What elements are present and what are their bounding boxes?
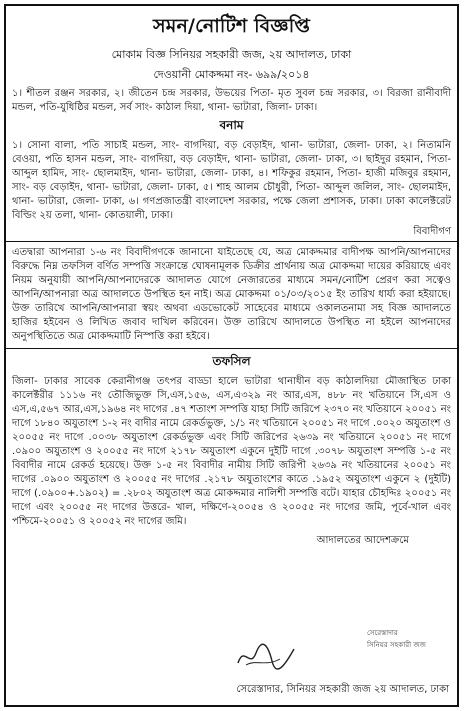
- notice-box: [4, 4, 459, 707]
- schedule-title: তফসিল: [212, 354, 251, 368]
- signature-line: সেরেস্তাদার, সিনিয়র সহকারী জজ ২য় আদালত, ঢাকা: [236, 684, 449, 695]
- versus-heading: বনাম: [219, 118, 244, 132]
- notice-title: সমন/নোটিশ বিজ্ঞপ্তি: [152, 15, 311, 37]
- divider: [6, 241, 457, 242]
- case-number: দেওয়ানী মোকদ্দমা নং- ৬৯৯/২০১৪: [153, 68, 310, 81]
- notice-body: এতদ্বারা আপনারা ১-৬ নং বিবাদীগণকে জানানো যাইতেছে যে, অত্র মোকদ্দমার বাদীপক্ষ আপনি/আপনাদের বিরুদ্ধে নিম্ন তফসিল বর্ণিত সম্পত্তি সংক্রান্তে ঘোষনামূলক ডিক্রীর প্রার্থনায় অত্র মোকদ্দমা দায়ের করিয়াছে এবং নিয়ম অনুযায়ী আপনি/আপনাদেরকে আদালত যোগে নেজারতের মাধ্যমে সমন/নোটিশ প্রেরণ করা সত্বেও আপনি/আপনারা অত্র আদালতে উপস্থিত হন নাই। অত্র মোকদ্দমা ০১/০৩/২০১৫ ইং তারিখ ধার্য্য করা হইয়াছে। উক্ত তারিখে আপনি/আপনারা স্বয়ং অথবা এডভোকেট সাহেবের মাধ্যমে ওকালতনামা সহ বিজ্ঞ আদালতে হাজির হইবেন ও লিখিত জবাব দাখিল করিবেন। উক্ত তারিখে আদালতে উপস্থিত না হইলে আপনাদের অনুপস্থিতিতে অত্র মোকদ্দমাটি নিস্পত্তি করা হইবে।: [12, 247, 451, 342]
- defendants-text: ১। সোনা বালা, পতি সাচাই মন্ডল, সাং- বাগদিয়া, বড় বেড়াইদ, থানা- ভাটারা, জেলা- ঢাকা, ২। নিতামনি বেওয়া, পতি হাসন মন্ডল, সাং- বাগদিয়া, বড় বেড়াইদ, থানা- ভাটারা, জেলা- ঢাকা, ৩। ছাইদুর রহমান, পিতা- আব্দুল হামিদ, সাং- ছোলমাইদ, থানা- ভাটারা, জেলা- ঢাকা, ৪। শফিকুর রহমান, পিতা- হাজী মজিবুর রহমান, সাং- বড় বেড়াইদ, থানা- ভাটারা, জেলা- ঢাকা, ৫। শাহ আলম চৌধুরী, পিতা- আব্দুল জলিল, সাং- ছোলমাইদ, থানা- ভাটারা, জেলা- ঢাকা, ৬। গণপ্রজাতন্ত্রী বাংলাদেশ সরকার, পক্ষে জেলা প্রশাসক, ঢাকা। ঢাকা কালেক্টরেট বিল্ডিং ২য় তলা, থানা- কোতয়ালী, ঢাকা।: [12, 140, 451, 221]
- schedule-text: জিলা- ঢাকার সাবেক কেরানীগঞ্জ তৎপর বাড্ডা হালে ভাটারা থানাধীন বড় কাঠালদিয়া মৌজাস্থিত ঢাকা কালেক্টরীর ১১১৬ নং তৌজিভুক্ত সি,এস,১৫৬, এস,এ৩২৯ নং আর,এস, ৪৮৮ নং খতিয়ানে সি,এস ও এস,এ,৫৬৭ আর,এস,১৯৬৪ নং দাগের .৪৭ শতাংশ সম্পত্তি যাহা সিটি জরিপে ২৩৭০ নং খতিয়ানে ২০০৫১ নং দাগে ১৮৪০ অযুতাংশ ১-২ নং বাদীর নামে রেকর্ডভুক্ত, ১/১ নং খতিয়ানে ২০০৫১ নং দাগে .০০২০ অযুতাংশ ও ২০০৫৫ নং দাগে .০০৩৮ অযুতাংশ রেকর্ডভুক্ত এবং সিটি জরিপের ২৬৩৯ নং খতিয়ানে ২০০৫১ নং দাগে .০৯০০ অযুতাংশ ও ২০০৫৫ নং দাগে ২১৭৮ অযুতাংশ একুনে দুইটি দাগে .৩০৭৮ অযুতাংশ সম্পত্তি ১-৫ নং বিবাদীর নামে রেকর্ড হয়েছে। উক্ত ১-৫ নং বিবাদীর নামীয় সিটি জরিপী ২৬৩৯ নং খতিয়ানের ২০০৫১ নং দাগের .০৯০০ অযুতাংশ ও ২০০৫৫ নং দাগের .২১৭৮ অযুতাংশের কাতে .১৯৫২ অযুতাংশ একুনে ২ (দুইটি) দাগে (.০৯০০+.১৯০২) = .২৮০২ অযুতাংশ অত্র মোকদ্দমার নালিশী সম্পত্তি বটে। যাহার চৌহদ্দিঃ ২০০৫১ নং দাগে এবং ২০০৫৫ নং দাগের উত্তরে- খাল, দক্ষিণে-২০০৫৪ ও ২০০৫৫ নং দাগের জমি, পূর্বে-খাল এবং পশ্চিমে-২০০৫১ ও ২০০৫২ নং দাগের জমি।: [12, 376, 451, 527]
- seal-line-1: সেরেস্তাদার: [367, 629, 398, 637]
- plaintiffs-text: ১। শীতল রঞ্জন সরকার, ২। জীতেন চন্দ্র সরকার, উভয়ের পিতা- মৃত সুবল চন্দ্র সরকার, ৩। বিরজা রানী মন্ডল, পতি-যুধিষ্ঠির মন্ডল, সর্ব সাং- কাঠাল দিয়া, থানা- ভাটারা, জিলা- ঢাকা।: [12, 88, 435, 113]
- court-line: মোকাম বিজ্ঞ সিনিয়র সহকারী জজ, ২য় আদালত, ঢাকা: [111, 48, 352, 61]
- plaintiffs-block: [12, 87, 451, 115]
- official-seal: [333, 627, 445, 663]
- seal-line-2: সিনিয়র সহকারী জজ: [367, 641, 426, 649]
- plaintiffs-role: বাদী: [434, 88, 451, 99]
- defendants-role: বিবাদীগণ: [413, 226, 451, 237]
- divider: [6, 348, 457, 349]
- order-line: আদালতের আদেশক্রমে: [316, 535, 409, 546]
- signature-icon: [236, 641, 296, 671]
